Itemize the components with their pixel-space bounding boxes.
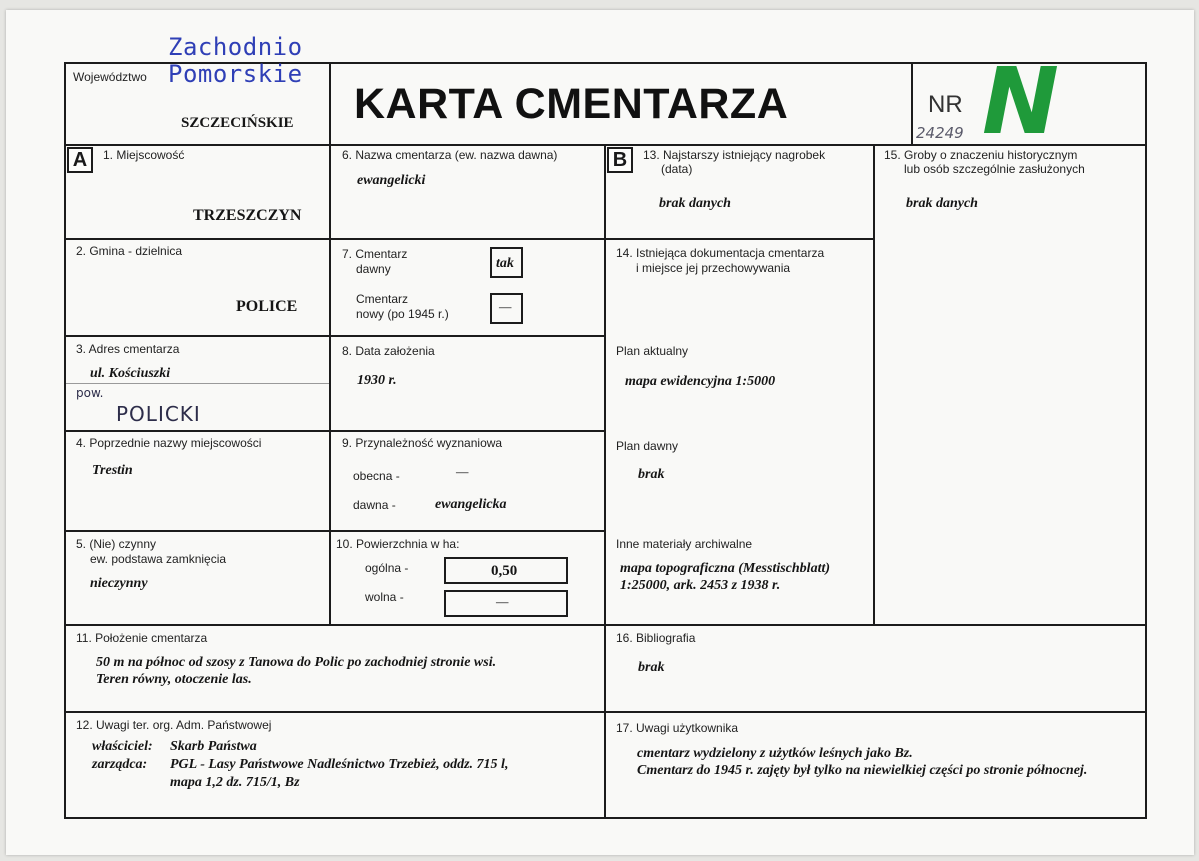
field-14-other-line-1: mapa topograficzna (Messtischblatt) (620, 561, 831, 576)
field-17-line-1: cmentarz wydzielony z użytków leśnych jako Bz. (637, 746, 913, 761)
field-9-dawna-label: dawna - (353, 498, 396, 512)
field-13-label: 13. Najstarszy istniejący nagrobek (643, 148, 826, 162)
field-4-value: Trestin (92, 463, 133, 478)
field-12-admin-line-1: PGL - Lasy Państwowe Nadleśnictwo Trzebież, oddz. 715 l, (170, 757, 509, 772)
frame-left (64, 62, 66, 819)
field-14-plan-old-label: Plan dawny (616, 439, 679, 453)
row-line-4 (64, 530, 606, 532)
card-title: KARTA CMENTARZA (354, 80, 789, 128)
field-7-nowy-value: — (499, 300, 512, 315)
field-17-label: 17. Uwagi użytkownika (616, 721, 739, 735)
field-6-value: ewangelicki (357, 173, 426, 188)
field-3-hand-prefix: pow. (76, 386, 104, 400)
field-9-label: 9. Przynależność wyznaniowa (342, 436, 503, 450)
header-divider-2 (911, 62, 913, 146)
field-11-line-2: Teren równy, otoczenie las. (96, 672, 252, 687)
field-11-label: 11. Położenie cmentarza (76, 631, 208, 645)
field-14-label: 14. Istniejąca dokumentacja cmentarza (616, 246, 825, 260)
row-line-5 (64, 624, 1147, 626)
voivodeship-value: SZCZECIŃSKIE (181, 115, 294, 131)
field-2-value: POLICE (236, 298, 298, 315)
field-8-value: 1930 r. (357, 373, 397, 388)
field-10-ogolna-label: ogólna - (365, 561, 409, 575)
field-12-admin-line-2: mapa 1,2 dz. 715/1, Bz (170, 775, 300, 790)
field-2-label: 2. Gmina - dzielnica (76, 244, 183, 258)
row-line-3 (64, 430, 606, 432)
field-17-line-2: Cmentarz do 1945 r. zajęty był tylko na niewielkiej części po stronie północnej. (637, 763, 1088, 778)
field-14-plan-old-value: brak (638, 467, 665, 482)
header-divider-1 (329, 62, 331, 146)
field-4-label: 4. Poprzednie nazwy miejscowości (76, 436, 262, 450)
field-13-sublabel: (data) (661, 162, 693, 176)
field-16-label: 16. Bibliografia (616, 631, 696, 645)
stamp-line-2: Pomorskie (168, 60, 303, 88)
field-10-wolna-label: wolna - (365, 590, 404, 604)
row-line-2 (64, 335, 606, 337)
field-7-nowy-sublabel: nowy (po 1945 r.) (356, 307, 449, 321)
field-11-line-1: 50 m na północ od szosy z Tanowa do Polic po zachodniej stronie wsi. (96, 655, 497, 670)
field-7-label: 7. Cmentarz (342, 247, 408, 261)
row-line-1 (64, 238, 875, 240)
field-14-sublabel: i miejsce jej przechowywania (636, 261, 791, 275)
field-14-other-line-2: 1:25000, ark. 2453 z 1938 r. (620, 578, 781, 593)
nr-label: NR (928, 91, 963, 118)
col-divider-c (873, 144, 875, 625)
field-14-other-label: Inne materiały archiwalne (616, 537, 753, 551)
field-9-dawna-value: ewangelicka (435, 497, 507, 512)
field-12-owner-value: Skarb Państwa (170, 739, 257, 754)
field-3-label: 3. Adres cmentarza (76, 342, 180, 356)
field-7-nowy-label: Cmentarz (356, 292, 409, 306)
field-5-label: 5. (Nie) czynny (76, 537, 157, 551)
field-15-sublabel: lub osób szczególnie zasłużonych (904, 162, 1085, 176)
field-12-admin-label: zarządca: (92, 757, 148, 772)
field-1-label: 1. Miejscowość (103, 148, 185, 162)
nr-handwritten: 24249 (916, 124, 964, 142)
field-14-plan-current-value: mapa ewidencyjna 1:5000 (625, 374, 776, 389)
field-7-dawny-label: dawny (356, 262, 391, 276)
marker-letter: N (982, 48, 1059, 155)
field-9-obecna-value: — (456, 465, 469, 480)
frame-right (1145, 62, 1147, 819)
field-14-plan-current-label: Plan aktualny (616, 344, 689, 358)
field-13-value: brak danych (659, 196, 731, 211)
field-12-owner-label: właściciel: (92, 739, 153, 754)
section-b-badge: B (607, 147, 633, 173)
col-divider-b (604, 144, 606, 819)
voivodeship-label: Województwo (73, 70, 147, 84)
field-15-label: 15. Groby o znaczeniu historycznym (884, 148, 1078, 162)
field-5-value: nieczynny (90, 576, 148, 591)
stamp-line-1: Zachodnio (168, 33, 303, 61)
col-divider-a (329, 144, 331, 625)
field-3-hand-value: POLICKI (116, 402, 201, 426)
field-5-sublabel: ew. podstawa zamknięcia (90, 552, 227, 566)
field-6-label: 6. Nazwa cmentarza (ew. nazwa dawna) (342, 148, 558, 162)
field-10-wolna-value: — (496, 595, 509, 610)
field-15-value: brak danych (906, 196, 978, 211)
field-12-label: 12. Uwagi ter. org. Adm. Państwowej (76, 718, 272, 732)
field-1-value: TRZESZCZYN (193, 207, 302, 224)
field-16-value: brak (638, 660, 665, 675)
field-8-label: 8. Data założenia (342, 344, 435, 358)
field-7-dawny-value: tak (496, 256, 514, 271)
field-3-value: ul. Kościuszki (90, 366, 171, 381)
field-9-obecna-label: obecna - (353, 469, 400, 483)
section-a-badge: A (67, 147, 93, 173)
field-10-label: 10. Powierzchnia w ha: (336, 537, 460, 551)
row-line-6 (64, 711, 1147, 713)
field-10-ogolna-value: 0,50 (491, 563, 518, 579)
